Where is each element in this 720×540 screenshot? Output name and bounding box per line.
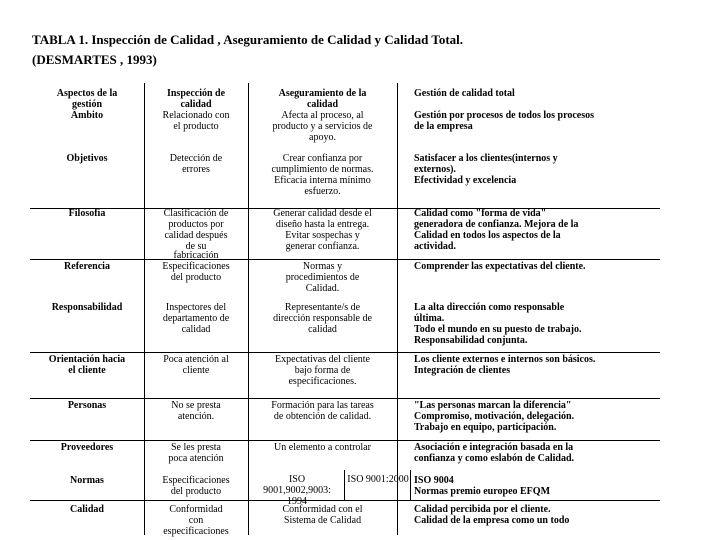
row-aspect: Ambito xyxy=(70,110,104,121)
row-assurance-2000 xyxy=(347,474,409,485)
cell-line: Detección de xyxy=(169,153,223,164)
cell-line: bajo forma de xyxy=(294,365,351,376)
cell-line: de la empresa xyxy=(414,121,473,132)
header-text: Aseguramiento de la xyxy=(278,88,367,99)
cell-line: generadora de confianza. Mejora de la xyxy=(414,219,579,230)
row-inspection xyxy=(147,153,245,175)
cell-line: Normas y xyxy=(302,261,343,272)
header-text: calidad xyxy=(306,99,339,110)
cell-line: especificaciones xyxy=(163,526,229,537)
row-total xyxy=(414,153,658,186)
grid-vline xyxy=(410,470,411,500)
cell-line: Afecta al proceso, al xyxy=(281,110,364,121)
cell-line: "Las personas marcan la diferencia" xyxy=(414,400,572,411)
cell-line: Sistema de Calidad xyxy=(283,515,362,526)
cell-line: poca atención xyxy=(168,453,224,464)
cell-line: Calidad de la empresa como un todo xyxy=(414,515,570,526)
cell-line: actividad. xyxy=(414,241,456,252)
row-inspection xyxy=(147,504,245,537)
grid-hline xyxy=(30,440,660,441)
row-inspection xyxy=(147,110,245,132)
cell-line: Compromiso, motivación, delegación. xyxy=(414,411,575,422)
cell-line: La alta dirección como responsable xyxy=(414,302,565,313)
cell-line: cumplimiento de normas. xyxy=(271,164,374,175)
cell-line: diseño hasta la entrega. xyxy=(275,219,370,230)
cell-line: Expectativas del cliente xyxy=(275,354,370,365)
cell-line: generar confianza. xyxy=(285,241,360,252)
cell-line: el producto xyxy=(173,121,219,132)
cell-line: dirección responsable de xyxy=(273,313,372,324)
row-assurance xyxy=(251,110,394,143)
cell-line: Especificaciones xyxy=(162,475,230,486)
cell-line: del producto xyxy=(170,272,222,283)
cell-line: Evitar sospechas y xyxy=(285,230,360,241)
row-total xyxy=(414,354,658,376)
grid-hline xyxy=(30,259,660,260)
row-total xyxy=(414,475,658,497)
row-aspect xyxy=(32,354,142,376)
cell-line: calidad xyxy=(308,324,337,335)
cell-line: apoyo. xyxy=(309,132,336,143)
cell-line: Calidad en todos los aspectos de la xyxy=(414,230,561,241)
grid-hline xyxy=(30,500,660,501)
row-assurance xyxy=(251,261,394,294)
cell-line: Formación para las tareas xyxy=(271,400,374,411)
cell-line: Poca atención al xyxy=(163,354,229,365)
cell-line: de obtención de calidad. xyxy=(273,411,372,422)
row-total xyxy=(414,400,658,433)
cell-line: Conformidad xyxy=(169,504,223,515)
header-text: calidad xyxy=(180,99,212,110)
cell-line: ISO 9004 xyxy=(414,475,454,486)
header-aspects xyxy=(32,88,142,110)
row-aspect: Filosofía xyxy=(68,208,106,219)
cell-line: Inspectores del xyxy=(165,302,227,313)
header-inspection xyxy=(147,88,245,110)
cell-line: atención. xyxy=(177,411,215,422)
row-inspection xyxy=(147,442,245,464)
cell-line: Normas premio europeo EFQM xyxy=(414,486,551,497)
cell-line: Calidad. xyxy=(305,283,340,294)
cell-line: Relacionado con xyxy=(162,110,230,121)
cell-line: Especificaciones xyxy=(162,261,230,272)
cell-line: productos por xyxy=(168,219,224,230)
row-assurance xyxy=(251,354,394,387)
row-aspect: Referencia xyxy=(64,261,110,272)
header-text: Aspectos de la xyxy=(56,88,118,99)
header-assurance xyxy=(251,88,394,110)
cell-line: Clasificación de xyxy=(163,208,229,219)
row-inspection xyxy=(147,354,245,376)
grid-vline xyxy=(144,83,145,535)
row-aspect: Proveedores xyxy=(60,442,114,453)
cell-line: Eficacia interna mínimo xyxy=(274,175,371,186)
row-assurance xyxy=(251,442,394,453)
row-aspect: Normas xyxy=(70,475,104,486)
cell-line: de su xyxy=(185,241,207,252)
grid-hline xyxy=(30,398,660,399)
row-assurance xyxy=(251,302,394,335)
header-text: gestión xyxy=(72,99,102,110)
cell-line: Representante/s de xyxy=(284,302,361,313)
cell-line: el cliente xyxy=(68,365,106,376)
row-total xyxy=(414,261,658,272)
cell-line: departamento de xyxy=(162,313,230,324)
header-text: Inspección de xyxy=(166,88,226,99)
cell-line: Calidad percibida por el cliente. xyxy=(414,504,551,515)
grid-vline xyxy=(344,470,345,500)
table-title xyxy=(32,30,463,70)
row-inspection xyxy=(147,261,245,283)
cell-line: Efectividad y excelencia xyxy=(414,175,517,186)
cell-line: No se presta xyxy=(171,400,221,411)
cell-line: Responsabilidad conjunta. xyxy=(414,335,528,346)
title-line-2: (DESMARTES , 1993) xyxy=(32,52,157,67)
grid-vline xyxy=(248,83,249,535)
cell-line: ISO xyxy=(288,474,306,485)
row-inspection xyxy=(147,400,245,422)
cell-line: confianza y como eslabón de Calidad. xyxy=(414,453,575,464)
row-total xyxy=(414,208,658,252)
title-line-1: TABLA 1. Inspección de Calidad , Aseguramiento de Calidad y Calidad Total. xyxy=(32,32,464,47)
row-inspection xyxy=(147,208,245,260)
cell-line: Integración de clientes xyxy=(414,365,511,376)
row-aspect: Personas xyxy=(67,400,107,411)
cell-line: Satisfacer a los clientes(internos y xyxy=(414,153,558,164)
row-total xyxy=(414,442,658,464)
row-total xyxy=(414,110,658,132)
row-assurance xyxy=(251,504,394,526)
cell-line: Asociación e integración basada en la xyxy=(414,442,574,453)
header-text: Gestión de calidad total xyxy=(414,88,515,99)
grid-hline xyxy=(30,352,660,353)
grid-vline xyxy=(397,83,398,535)
cell-line: Comprender las expectativas del cliente. xyxy=(414,261,586,272)
cell-line: Gestión por procesos de todos los procesos xyxy=(414,110,595,121)
cell-line: especificaciones. xyxy=(288,376,357,387)
cell-line: Un elemento a controlar xyxy=(274,442,371,453)
row-inspection xyxy=(147,475,245,497)
cell-line: Los cliente externos e internos son básicos. xyxy=(414,354,596,365)
cell-line: 9001,9002,9003: xyxy=(263,485,331,496)
row-inspection xyxy=(147,302,245,335)
cell-line: Conformidad con el xyxy=(282,504,363,515)
row-aspect: Responsabilidad xyxy=(51,302,123,313)
cell-line: cliente xyxy=(182,365,210,376)
cell-line: Trabajo en equipo, participación. xyxy=(414,422,557,433)
cell-line: 1994 xyxy=(287,496,307,507)
row-total xyxy=(414,302,658,346)
cell-line: ISO 9001:2000 xyxy=(347,474,409,485)
cell-line: producto y a servicios de xyxy=(272,121,373,132)
row-total xyxy=(414,504,658,526)
cell-line: errores xyxy=(182,164,210,175)
cell-line: fabricación xyxy=(173,250,219,261)
row-assurance xyxy=(251,153,394,197)
cell-line: esfuerzo. xyxy=(304,186,341,197)
cell-line: última. xyxy=(414,313,445,324)
cell-line: del producto xyxy=(170,486,222,497)
cell-line: calidad después xyxy=(164,230,228,241)
cell-line: externos). xyxy=(414,164,456,175)
cell-line: calidad xyxy=(181,324,211,335)
row-aspect: Calidad xyxy=(70,504,104,515)
header-total xyxy=(414,88,658,99)
cell-line: Calidad como "forma de vida" xyxy=(414,208,547,219)
row-assurance xyxy=(251,208,394,252)
cell-line: Orientación hacia xyxy=(48,354,126,365)
cell-line: procedimientos de xyxy=(285,272,360,283)
cell-line: Crear confianza por xyxy=(282,153,363,164)
cell-line: con xyxy=(188,515,204,526)
row-assurance xyxy=(251,474,343,507)
cell-line: Todo el mundo en su puesto de trabajo. xyxy=(414,324,582,335)
row-assurance xyxy=(251,400,394,422)
row-aspect: Objetivos xyxy=(66,153,108,164)
cell-line: Generar calidad desde el xyxy=(273,208,372,219)
cell-line: Se les presta xyxy=(171,442,221,453)
